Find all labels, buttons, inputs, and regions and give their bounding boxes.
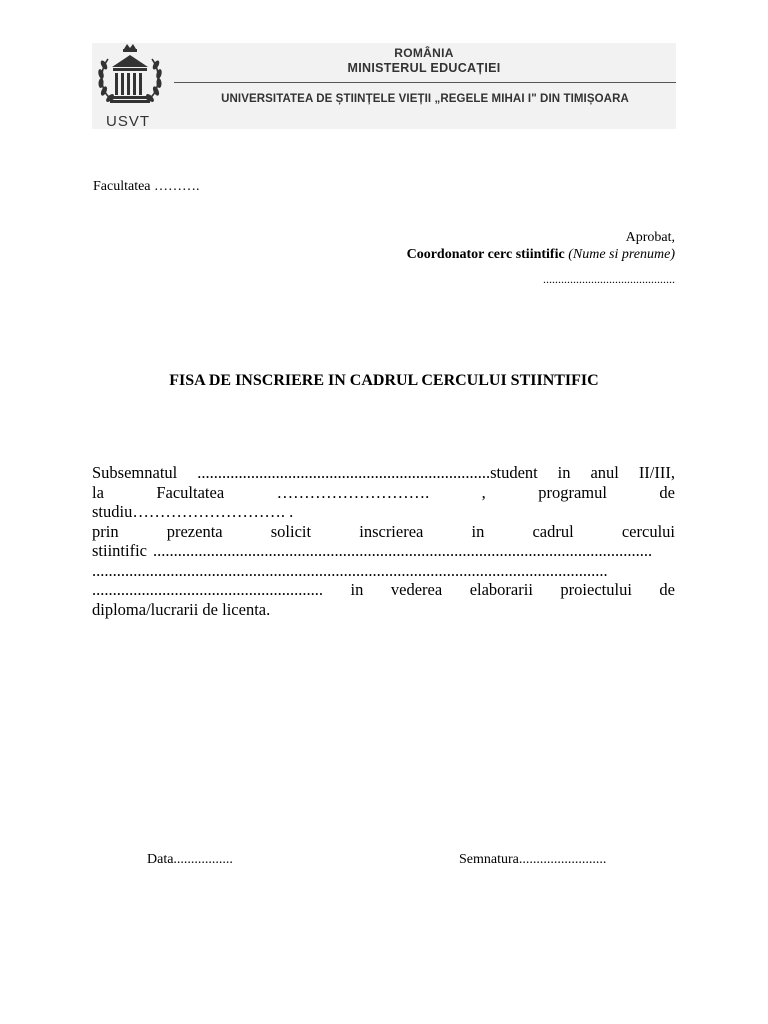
coordinator-line — [407, 246, 675, 263]
paragraph-line-6 — [92, 561, 675, 581]
header-country: ROMÂNIA — [394, 46, 454, 60]
paragraph-word: ………………………. — [276, 482, 430, 502]
paragraph-line-1 — [92, 463, 675, 483]
paragraph-word: de — [659, 482, 675, 502]
paragraph-line-7 — [92, 580, 675, 600]
paragraph-text: diploma/lucrarii de licenta. — [92, 599, 271, 619]
request-paragraph — [92, 463, 675, 619]
paragraph-line-4 — [92, 522, 675, 542]
paragraph-word: Subsemnatul — [92, 463, 178, 482]
coordinator-label: Coordonator cerc stiintific — [406, 247, 565, 262]
faculty-line: Facultatea ………. — [93, 179, 200, 194]
paragraph-line-3 — [92, 502, 675, 522]
paragraph-word: cercului — [621, 521, 675, 541]
paragraph-word: Facultatea — [156, 482, 225, 502]
name-hint: (Nume si prenume) — [568, 247, 675, 262]
paragraph-word: proiectului — [560, 580, 632, 599]
paragraph-dots: ........................................................ — [92, 580, 323, 599]
approved-label: Aprobat, — [625, 230, 675, 245]
header-divider — [174, 82, 676, 83]
letterhead — [92, 43, 676, 129]
paragraph-line-2 — [92, 483, 675, 503]
paragraph-word: vederea — [390, 580, 443, 599]
paragraph-word: in — [471, 521, 485, 541]
paragraph-line-8 — [92, 600, 675, 620]
paragraph-word: .......................................................................student — [197, 463, 538, 482]
paragraph-word: , — [481, 482, 486, 502]
paragraph-word: prin — [92, 521, 119, 541]
paragraph-word: elaborarii — [469, 580, 533, 599]
logo-wordmark: USVT — [106, 113, 151, 130]
paragraph-text: studiu………………………. . — [92, 502, 294, 521]
coordinator-signature-line: ............................................ — [543, 272, 675, 286]
paragraph-word: in — [557, 463, 571, 482]
header-ministry: MINISTERUL EDUCAȚIEI — [347, 61, 501, 75]
paragraph-word: la — [92, 482, 104, 502]
date-field: Data................. — [147, 852, 233, 867]
paragraph-word: prezenta — [166, 521, 223, 541]
paragraph-dots: ......................................................................................................................... — [153, 541, 653, 560]
paragraph-word: cadrul — [532, 521, 574, 541]
paragraph-word: anul — [590, 463, 619, 482]
approval-block — [407, 229, 675, 288]
document-title: FISA DE INSCRIERE IN CADRUL CERCULUI STIINTIFIC — [169, 372, 599, 389]
signature-field: Semnatura......................... — [459, 852, 607, 867]
paragraph-word: inscrierea — [359, 521, 424, 541]
paragraph-word: de — [659, 580, 675, 599]
paragraph-word: stiintific — [92, 541, 147, 560]
paragraph-word: in — [350, 580, 364, 599]
header-university: UNIVERSITATEA DE ȘTIINȚELE VIEȚII „REGELE MIHAI I" DIN TIMIȘOARA — [221, 93, 629, 105]
paragraph-word: solicit — [270, 521, 312, 541]
paragraph-word: II/III, — [638, 463, 675, 482]
paragraph-word: programul — [538, 482, 607, 502]
paragraph-dots: ............................................................................................................................. — [92, 560, 608, 580]
paragraph-line-5 — [92, 541, 675, 561]
